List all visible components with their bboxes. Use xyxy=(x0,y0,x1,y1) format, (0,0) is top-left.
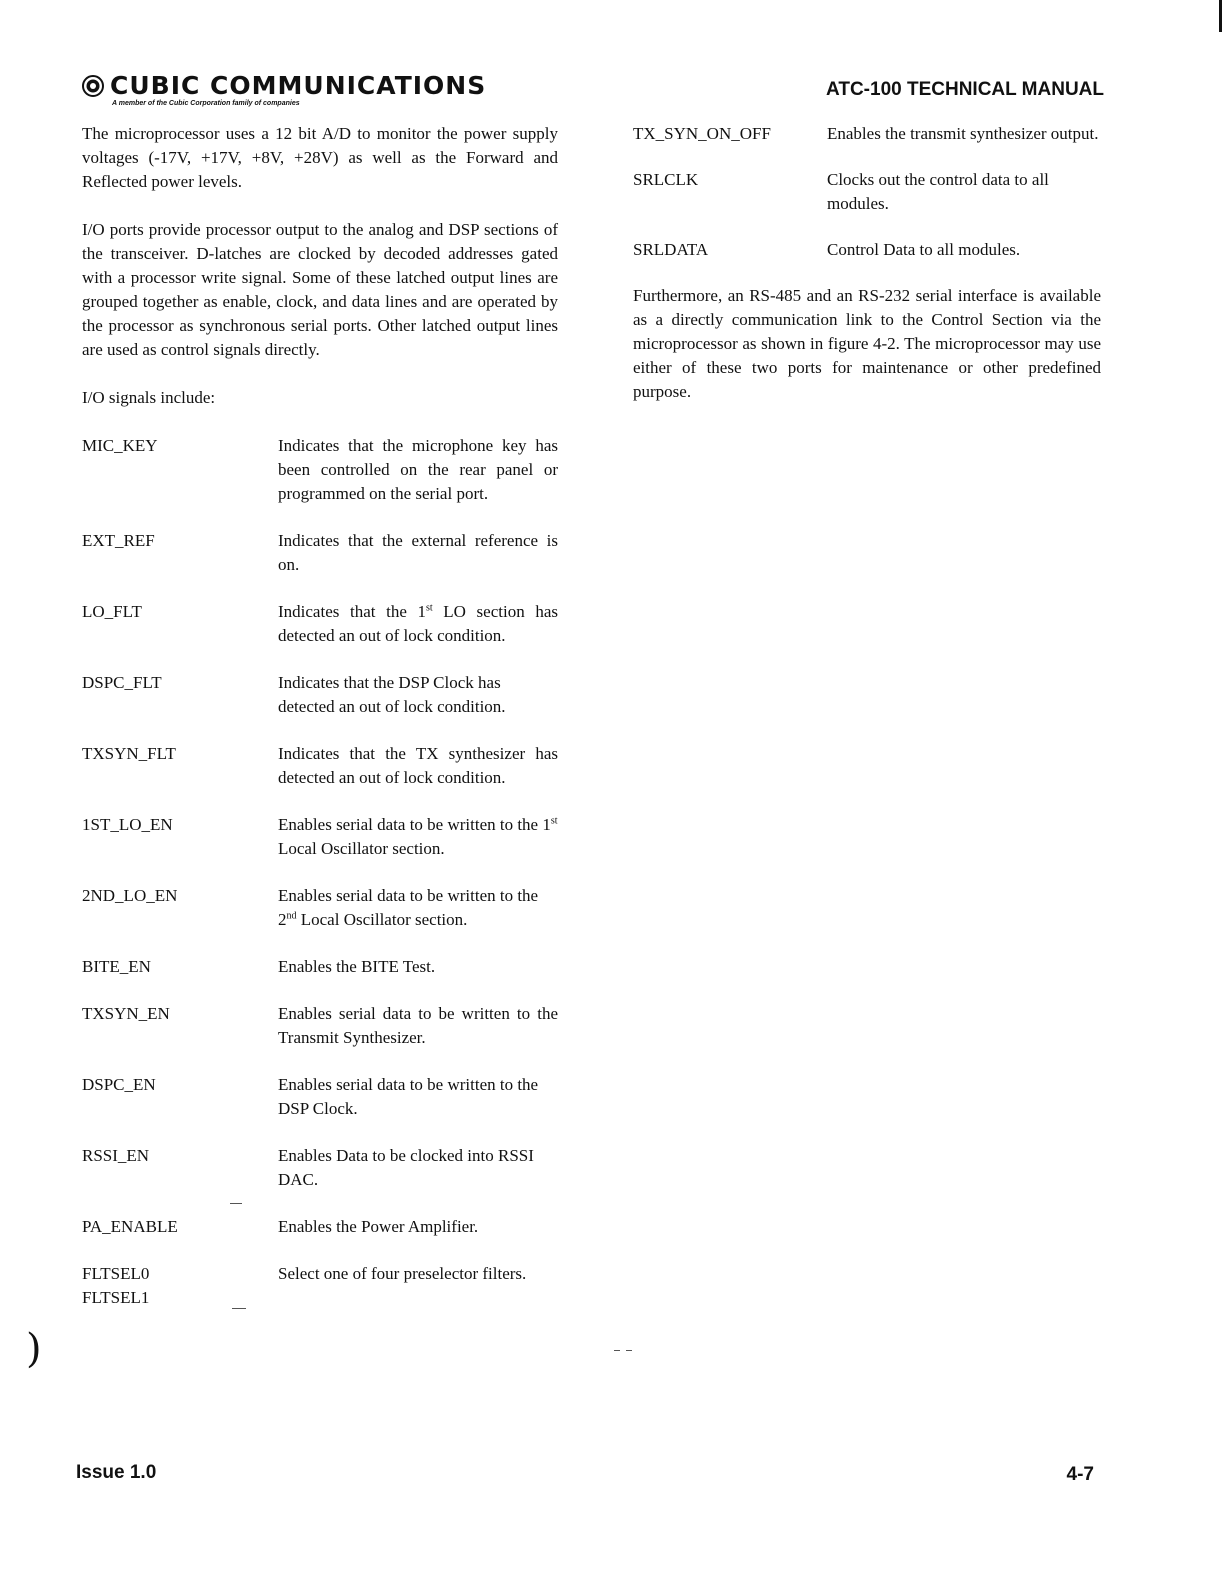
io-ports-paragraph: I/O ports provide processor output to the analog and DSP sections of the transceiver. D-latches are clocked by decoded addresses gated with a processor write signal. Some of these latched output lines are grouped together as enable, clock, and data lines and are operated by the processor as synchronous serial ports. Other latched output lines are used as control signals directly. xyxy=(82,220,558,359)
signal-description: Control Data to all modules. xyxy=(827,240,1021,259)
scan-artifact-mark: ) xyxy=(26,1326,42,1372)
desc-part: Local Oscillator section. xyxy=(278,839,445,858)
signal-row xyxy=(82,1215,558,1239)
signal-name: FLTSEL1 xyxy=(82,1288,150,1307)
signal-name: 1ST_LO_EN xyxy=(82,815,173,834)
desc-part: Enables serial data to be written to the 2 xyxy=(278,886,539,929)
signal-name: RSSI_EN xyxy=(82,1146,150,1165)
brand-row xyxy=(82,71,487,100)
signal-row xyxy=(82,1073,558,1121)
signal-description xyxy=(278,600,558,648)
superscript: nd xyxy=(286,910,297,922)
scan-edge-mark xyxy=(1219,0,1222,32)
desc-part: LO section has detected an out of lock condition. xyxy=(278,602,558,645)
signal-name: TXSYN_FLT xyxy=(82,744,176,763)
scan-artifact-dot xyxy=(232,1308,246,1309)
signal-name: 2ND_LO_EN xyxy=(82,886,178,905)
signal-name: FLTSEL0 xyxy=(82,1264,150,1283)
superscript: st xyxy=(425,602,433,614)
signal-description: Enables the transmit synthesizer output. xyxy=(827,124,1099,143)
desc-part: Indicates that the 1 xyxy=(278,602,426,621)
brand-header xyxy=(82,71,487,107)
intro-paragraph: The microprocessor uses a 12 bit A/D to monitor the power supply voltages (-17V, +17V, +8V, +28V) as well as the Forward and Reflected power levels. xyxy=(82,124,558,191)
brand-tagline: A member of the Cubic Corporation family of companies xyxy=(112,100,300,107)
signal-name: SRLDATA xyxy=(633,240,709,259)
signal-description xyxy=(278,884,558,932)
signal-description: Enables serial data to be written to the Transmit Synthesizer. xyxy=(278,1004,558,1047)
signal-name: BITE_EN xyxy=(82,957,151,976)
signal-description: Indicates that the external reference is on. xyxy=(278,531,558,574)
signal-name-group xyxy=(82,1262,278,1310)
signal-row xyxy=(82,813,558,861)
signal-name: MIC_KEY xyxy=(82,436,158,455)
brand-name: CUBIC COMMUNICATIONS xyxy=(110,71,487,100)
signal-row xyxy=(82,600,558,648)
manual-title: ATC-100 TECHNICAL MANUAL xyxy=(826,79,1104,100)
left-column xyxy=(82,122,558,1333)
signal-name: TXSYN_EN xyxy=(82,1004,170,1023)
signal-row xyxy=(633,122,1101,146)
signal-row xyxy=(633,238,1101,262)
serial-interface-paragraph: Furthermore, an RS-485 and an RS-232 serial interface is available as a directly communication link to the Control Section via the microprocessor as shown in figure 4-2. The microprocessor may use either of these two ports for maintenance or other predefined purpose. xyxy=(633,286,1101,401)
right-column xyxy=(633,122,1101,428)
signal-row xyxy=(82,1262,558,1310)
cubic-logo-icon xyxy=(82,75,104,97)
io-signals-heading: I/O signals include: xyxy=(82,388,216,407)
signal-row xyxy=(82,955,558,979)
signal-description: Enables the BITE Test. xyxy=(278,957,436,976)
signal-description: Indicates that the DSP Clock has detected an out of lock condition. xyxy=(278,673,506,716)
scan-artifact-dot xyxy=(614,1350,620,1351)
signal-name: DSPC_FLT xyxy=(82,673,162,692)
signal-description xyxy=(278,813,558,861)
page-number: 4-7 xyxy=(1066,1464,1094,1485)
signal-name: SRLCLK xyxy=(633,170,699,189)
signal-description: Indicates that the TX synthesizer has detected an out of lock condition. xyxy=(278,744,558,787)
signal-description: Enables Data to be clocked into RSSI DAC. xyxy=(278,1146,534,1189)
desc-part: Enables serial data to be written to the 1 xyxy=(278,815,551,834)
issue-label: Issue 1.0 xyxy=(76,1462,157,1483)
signal-name: EXT_REF xyxy=(82,531,155,550)
signal-name: PA_ENABLE xyxy=(82,1217,178,1236)
signal-description: Select one of four preselector filters. xyxy=(278,1264,527,1283)
signal-description: Clocks out the control data to all modules. xyxy=(827,170,1049,213)
signal-row xyxy=(82,1144,558,1192)
desc-part: Local Oscillator section. xyxy=(296,910,468,929)
scan-artifact-dot xyxy=(230,1203,242,1204)
signal-name: TX_SYN_ON_OFF xyxy=(633,124,771,143)
signal-row xyxy=(633,168,1101,216)
superscript: st xyxy=(550,815,558,827)
signal-row xyxy=(82,434,558,506)
scan-artifact-dot xyxy=(626,1350,632,1351)
signal-row xyxy=(82,1002,558,1050)
signal-row xyxy=(82,884,558,932)
signal-row xyxy=(82,742,558,790)
signal-description: Indicates that the microphone key has been controlled on the rear panel or programmed on the serial port. xyxy=(278,436,558,503)
signal-name: LO_FLT xyxy=(82,602,142,621)
signal-name: DSPC_EN xyxy=(82,1075,156,1094)
signal-description: Enables the Power Amplifier. xyxy=(278,1217,479,1236)
io-signal-list xyxy=(82,434,558,1310)
signal-row xyxy=(82,671,558,719)
signal-description: Enables serial data to be written to the DSP Clock. xyxy=(278,1075,539,1118)
signal-row xyxy=(82,529,558,577)
